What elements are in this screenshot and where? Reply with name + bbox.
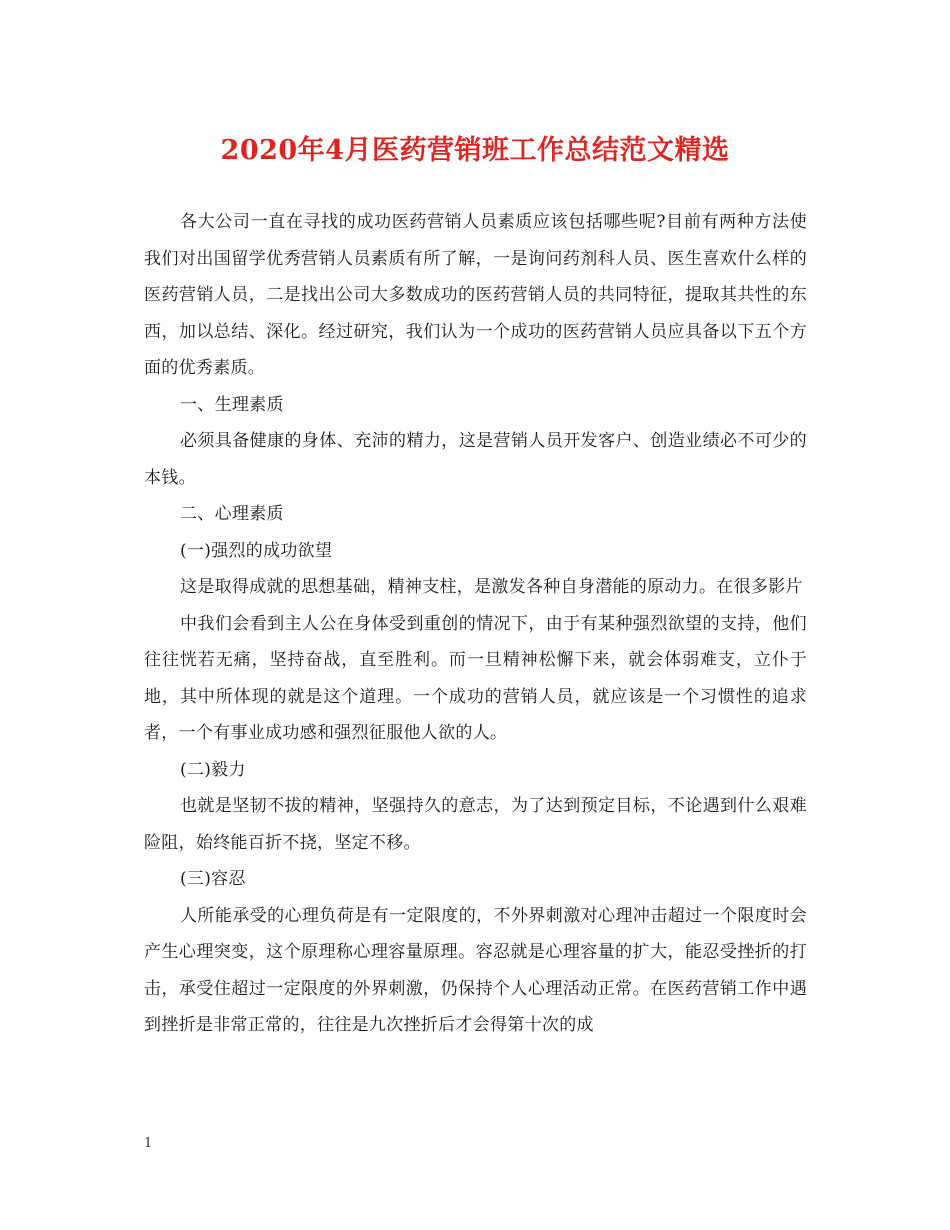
subheading-tolerance: (三)容忍 — [180, 869, 246, 889]
paragraph-desire-1: 这是取得成就的思想基础，精神支柱，是激发各种自身潜能的原动力。在很多影片 — [180, 577, 803, 597]
document-title: 2020年4月医药营销班工作总结范文精选 — [220, 135, 730, 166]
heading-psychological-quality: 二、心理素质 — [180, 504, 284, 524]
paragraph-physical-quality: 必须具备健康的身体、充沛的精力，这是营销人员开发客户、创造业绩必不可少的本钱。 — [144, 431, 807, 488]
paragraph-desire-2: 中我们会看到主人公在身体受到重创的情况下，由于有某种强烈欲望的支持，他们往往恍若无痛，坚持奋战，直至胜利。而一旦精神松懈下来，就会体弱难支，立仆于地，其中所体现的就是这个道理。一个成功的营销人员，就应该是一个习惯性的追求者，一个有事业成功感和强烈征服他人欲的人。 — [144, 613, 807, 743]
paragraph-tolerance: 人所能承受的心理负荷是有一定限度的，不外界刺激对心理冲击超过一个限度时会产生心理突变，这个原理称心理容量原理。容忍就是心理容量的扩大，能忍受挫折的打击，承受住超过一定限度的外界刺激，仍保持个人心理活动正常。在医药营销工作中遇到挫折是非常正常的，往往是九次挫折后才会得第十次的成 — [144, 905, 807, 1035]
paragraph-perseverance: 也就是坚韧不拔的精神，坚强持久的意志，为了达到预定目标，不论遇到什么艰难险阻，始终能百折不挠，坚定不移。 — [144, 796, 807, 853]
paragraph-intro: 各大公司一直在寻找的成功医药营销人员素质应该包括哪些呢?目前有两种方法使我们对出国留学优秀营销人员素质有所了解，一是询问药剂科人员、医生喜欢什么样的医药营销人员，二是找出公司大多数成功的医药营销人员的共同特征，提取其共性的东西，加以总结、深化。经过研究，我们认为一个成功的医药营销人员应具备以下五个方面的优秀素质。 — [144, 212, 807, 378]
heading-physical-quality: 一、生理素质 — [180, 394, 284, 415]
subheading-perseverance: (二)毅力 — [180, 759, 246, 780]
document-body — [144, 204, 807, 1044]
subheading-desire-for-success: (一)强烈的成功欲望 — [180, 540, 333, 561]
page-number: 1 — [144, 1136, 153, 1151]
